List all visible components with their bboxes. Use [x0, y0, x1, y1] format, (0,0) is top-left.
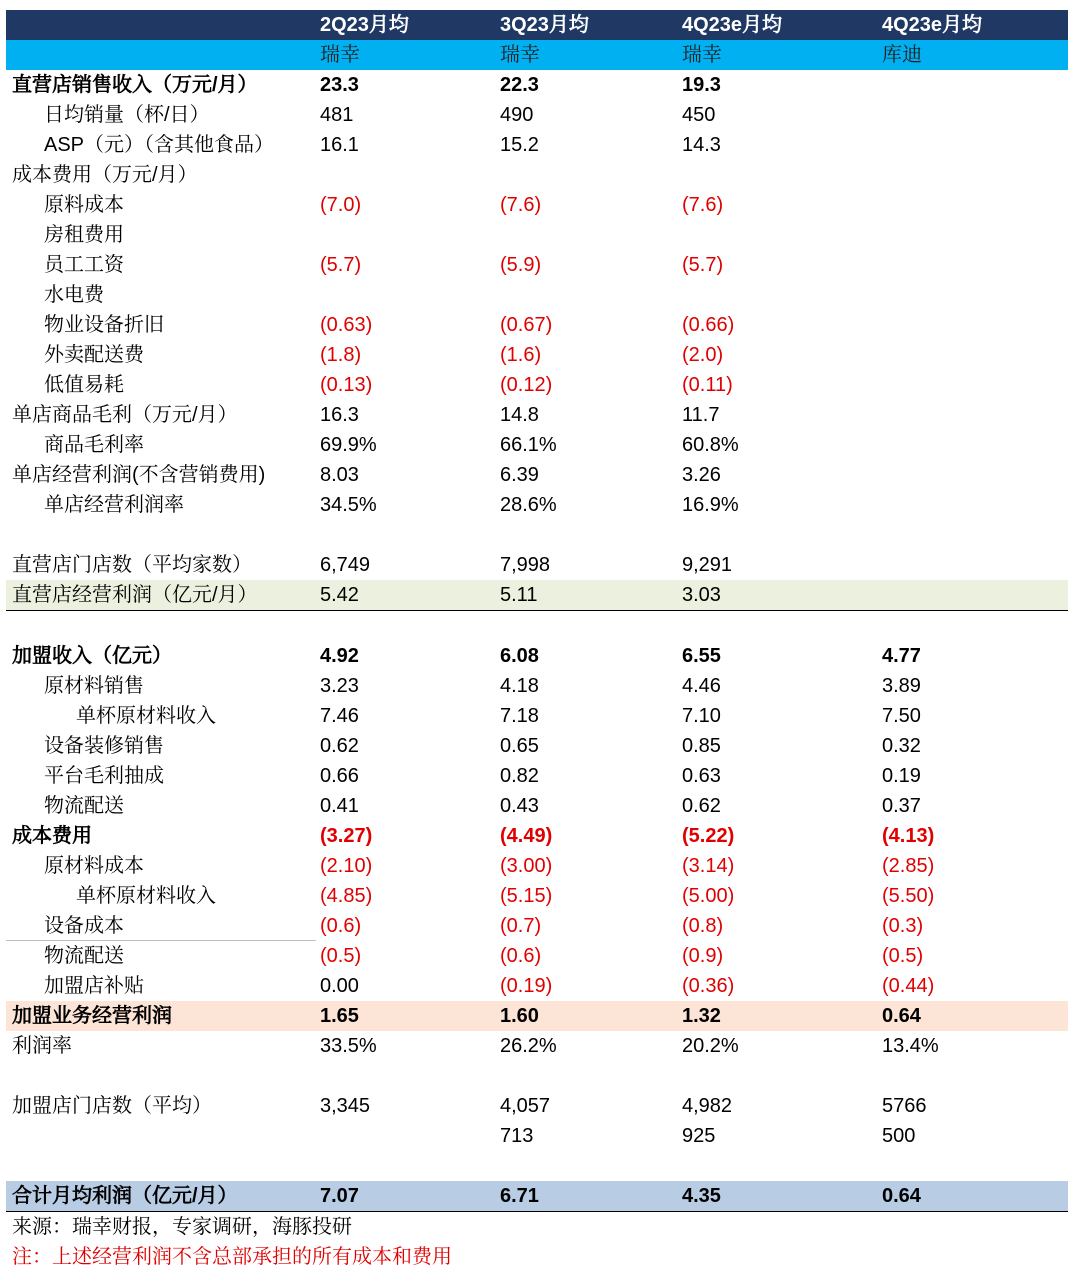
table-row	[6, 550, 1068, 580]
row-value-3: 1.32	[682, 1005, 721, 1027]
table-row	[6, 731, 1068, 761]
row-value-4: 5766	[882, 1095, 927, 1117]
row-value-2: 0.65	[500, 735, 539, 757]
table-row	[6, 941, 1068, 971]
row-value-2: (0.7)	[500, 915, 542, 937]
row-label: 原材料成本	[44, 855, 144, 877]
row-value-2: (3.00)	[500, 855, 553, 877]
row-value-3: 60.8%	[682, 434, 739, 456]
row-value-1: (0.6)	[320, 915, 362, 937]
row-label: 直营店门店数（平均家数）	[12, 554, 252, 576]
table-row	[6, 190, 1068, 220]
row-value-3: (0.8)	[682, 915, 724, 937]
row-value-3: (3.14)	[682, 855, 735, 877]
row-value-4: 0.37	[882, 795, 921, 817]
row-value-1: 8.03	[320, 464, 359, 486]
row-value-2: 490	[500, 104, 534, 126]
header-row-brands	[6, 40, 1068, 70]
source-note: 来源：瑞幸财报，专家调研，海豚投研	[12, 1216, 352, 1238]
table-row	[6, 791, 1068, 821]
disclaimer-note: 注：上述经营利润不含总部承担的所有成本和费用	[12, 1246, 452, 1268]
row-label: 商品毛利率	[44, 434, 144, 456]
table-row	[6, 250, 1068, 280]
table-row	[6, 881, 1068, 911]
row-value-1: 3.23	[320, 675, 359, 697]
row-label: 加盟店门店数（平均）	[12, 1095, 212, 1117]
row-value-3: 925	[682, 1125, 716, 1147]
row-value-3: 9,291	[682, 554, 733, 576]
row-value-2: 0.43	[500, 795, 539, 817]
row-value-1: (7.0)	[320, 194, 362, 216]
row-value-2: 6.39	[500, 464, 539, 486]
row-value-1: 33.5%	[320, 1035, 377, 1057]
row-value-2: (1.6)	[500, 344, 542, 366]
row-value-1: (0.5)	[320, 945, 362, 967]
table-row	[6, 821, 1068, 851]
row-value-3: 3.03	[682, 584, 721, 606]
row-label: 房租费用	[44, 224, 124, 246]
row-label: 加盟业务经营利润	[12, 1005, 172, 1027]
row-value-1: 0.00	[320, 975, 359, 997]
row-label: 物流配送	[44, 795, 124, 817]
row-label: 物业设备折旧	[44, 314, 164, 336]
row-label: 单杯原材料收入	[76, 705, 216, 727]
header-brand-2: 瑞幸	[500, 44, 540, 66]
row-label: 成本费用（万元/月）	[12, 164, 198, 186]
header-period-2: 3Q23月均	[500, 14, 589, 36]
row-value-1: (0.13)	[320, 374, 373, 396]
table-row	[6, 580, 1068, 611]
row-value-3: 0.63	[682, 765, 721, 787]
row-value-1: 7.07	[320, 1185, 359, 1207]
row-value-1: 1.65	[320, 1005, 359, 1027]
row-label: 设备装修销售	[44, 735, 164, 757]
row-value-4: 4.77	[882, 645, 921, 667]
row-value-4: 13.4%	[882, 1035, 939, 1057]
table-row	[6, 1001, 1068, 1031]
row-value-1: 6,749	[320, 554, 371, 576]
row-value-2: 26.2%	[500, 1035, 557, 1057]
row-value-3: 14.3	[682, 134, 721, 156]
row-value-3: (0.11)	[682, 374, 733, 396]
row-value-2: 15.2	[500, 134, 539, 156]
row-value-1: 4.92	[320, 645, 359, 667]
row-value-1: 0.62	[320, 735, 359, 757]
row-value-2: 4.18	[500, 675, 539, 697]
row-value-2: 66.1%	[500, 434, 557, 456]
row-value-1: 16.1	[320, 134, 359, 156]
row-label: 单店经营利润率	[44, 494, 184, 516]
table-row	[6, 340, 1068, 370]
row-label: 外卖配送费	[44, 344, 144, 366]
header-period-1: 2Q23月均	[320, 14, 409, 36]
row-value-3: 11.7	[682, 404, 720, 426]
table-row	[6, 460, 1068, 490]
row-label: 员工工资	[44, 254, 124, 276]
row-value-4: (0.5)	[882, 945, 924, 967]
table-row	[6, 430, 1068, 460]
row-value-1: 7.46	[320, 705, 359, 727]
row-value-1: 16.3	[320, 404, 359, 426]
row-value-2: 6.71	[500, 1185, 539, 1207]
row-label: ASP（元）（含其他食品）	[44, 134, 275, 156]
row-value-3: 4.46	[682, 675, 721, 697]
row-value-1: 23.3	[320, 74, 359, 96]
row-value-1: 0.41	[320, 795, 359, 817]
row-label: 日均销量（杯/日）	[44, 104, 210, 126]
row-value-3: 19.3	[682, 74, 721, 96]
row-label: 加盟收入（亿元）	[12, 645, 172, 667]
row-value-2: 1.60	[500, 1005, 539, 1027]
row-value-3: 16.9%	[682, 494, 739, 516]
table-row	[6, 1091, 1068, 1121]
row-value-3: 0.62	[682, 795, 721, 817]
row-value-3: 450	[682, 104, 716, 126]
row-value-1: 481	[320, 104, 354, 126]
row-value-4: 500	[882, 1125, 916, 1147]
row-value-3: (5.00)	[682, 885, 735, 907]
header-row-periods	[6, 10, 1068, 40]
row-label: 原料成本	[44, 194, 124, 216]
row-value-2: 22.3	[500, 74, 539, 96]
table-row	[6, 280, 1068, 310]
table-row	[6, 761, 1068, 791]
row-label: 设备成本	[44, 915, 124, 937]
table-row	[6, 611, 1068, 641]
table-row	[6, 701, 1068, 731]
row-value-2: (4.49)	[500, 825, 553, 847]
table-row	[6, 1061, 1068, 1091]
table-row	[6, 1031, 1068, 1061]
row-value-1: (1.8)	[320, 344, 362, 366]
row-value-4: (5.50)	[882, 885, 935, 907]
row-value-3: 3.26	[682, 464, 721, 486]
row-value-2: 28.6%	[500, 494, 557, 516]
row-value-2: (0.19)	[500, 975, 553, 997]
row-value-1: (3.27)	[320, 825, 373, 847]
row-value-1: 0.66	[320, 765, 359, 787]
row-value-2: 7.18	[500, 705, 539, 727]
row-label: 低值易耗	[44, 374, 124, 396]
row-value-1: 69.9%	[320, 434, 377, 456]
financial-table	[6, 10, 1068, 1272]
table-row	[6, 310, 1068, 340]
row-label: 水电费	[44, 284, 104, 306]
row-label: 加盟店补贴	[44, 975, 144, 997]
row-value-1: 5.42	[320, 584, 359, 606]
table-row	[6, 971, 1068, 1001]
row-label: 成本费用	[12, 825, 92, 847]
table-row	[6, 400, 1068, 430]
row-value-4: (4.13)	[882, 825, 935, 847]
row-value-1: 3,345	[320, 1095, 371, 1117]
row-value-2: 7,998	[500, 554, 551, 576]
row-label: 单杯原材料收入	[76, 885, 216, 907]
table-row	[6, 1121, 1068, 1151]
row-value-2: 4,057	[500, 1095, 551, 1117]
table-row	[6, 911, 1068, 941]
row-value-3: 20.2%	[682, 1035, 739, 1057]
table-row	[6, 641, 1068, 671]
row-value-2: 713	[500, 1125, 534, 1147]
row-value-2: (5.9)	[500, 254, 542, 276]
row-label: 利润率	[12, 1035, 72, 1057]
row-value-2: (5.15)	[500, 885, 553, 907]
row-value-4: (0.44)	[882, 975, 935, 997]
table-row	[6, 1151, 1068, 1181]
row-label: 直营店销售收入（万元/月）	[12, 74, 258, 96]
row-label: 单店经营利润(不含营销费用)	[12, 464, 266, 486]
row-value-3: (0.9)	[682, 945, 724, 967]
row-value-1: (5.7)	[320, 254, 362, 276]
row-value-4: 0.64	[882, 1185, 921, 1207]
table-row	[6, 160, 1068, 190]
row-value-4: 3.89	[882, 675, 921, 697]
row-value-3: (0.66)	[682, 314, 735, 336]
row-value-3: 4.35	[682, 1185, 721, 1207]
row-value-4: (0.3)	[882, 915, 924, 937]
row-value-2: (7.6)	[500, 194, 542, 216]
row-value-1: (0.63)	[320, 314, 373, 336]
row-value-1: (2.10)	[320, 855, 373, 877]
row-value-3: (5.7)	[682, 254, 724, 276]
table-row	[6, 520, 1068, 550]
row-value-1: 34.5%	[320, 494, 377, 516]
row-value-3: 7.10	[682, 705, 721, 727]
table-row	[6, 490, 1068, 520]
row-label: 合计月均利润（亿元/月）	[12, 1185, 238, 1207]
table-row	[6, 100, 1068, 130]
table-row	[6, 671, 1068, 701]
row-value-2: 14.8	[500, 404, 539, 426]
row-label: 物流配送	[44, 945, 124, 967]
row-value-4: 0.64	[882, 1005, 921, 1027]
header-brand-4: 库迪	[882, 44, 922, 66]
row-value-3: (2.0)	[682, 344, 724, 366]
row-value-2: 6.08	[500, 645, 539, 667]
header-period-4: 4Q23e月均	[882, 14, 983, 36]
table-row	[6, 370, 1068, 400]
row-value-1: (4.85)	[320, 885, 373, 907]
row-value-3: 0.85	[682, 735, 721, 757]
row-label: 原材料销售	[44, 675, 144, 697]
row-value-3: 6.55	[682, 645, 721, 667]
row-value-3: (5.22)	[682, 825, 735, 847]
row-value-2: (0.12)	[500, 374, 553, 396]
row-value-2: 0.82	[500, 765, 539, 787]
row-label: 直营店经营利润（亿元/月）	[12, 584, 258, 606]
table-row	[6, 70, 1068, 100]
row-value-4: 7.50	[882, 705, 921, 727]
table-body	[6, 70, 1068, 1212]
row-value-3: (0.36)	[682, 975, 735, 997]
header-brand-3: 瑞幸	[682, 44, 722, 66]
row-value-3: (7.6)	[682, 194, 724, 216]
header-brand-1: 瑞幸	[320, 44, 360, 66]
table-row	[6, 1181, 1068, 1212]
header-period-3: 4Q23e月均	[682, 14, 783, 36]
row-value-4: 0.19	[882, 765, 921, 787]
table-row	[6, 130, 1068, 160]
table-row	[6, 851, 1068, 881]
row-label: 单店商品毛利（万元/月）	[12, 404, 238, 426]
row-value-2: (0.6)	[500, 945, 542, 967]
table-row	[6, 220, 1068, 250]
row-value-4: (2.85)	[882, 855, 935, 877]
row-value-2: (0.67)	[500, 314, 553, 336]
row-value-3: 4,982	[682, 1095, 733, 1117]
row-label: 平台毛利抽成	[44, 765, 164, 787]
row-value-2: 5.11	[500, 584, 538, 606]
row-value-4: 0.32	[882, 735, 921, 757]
